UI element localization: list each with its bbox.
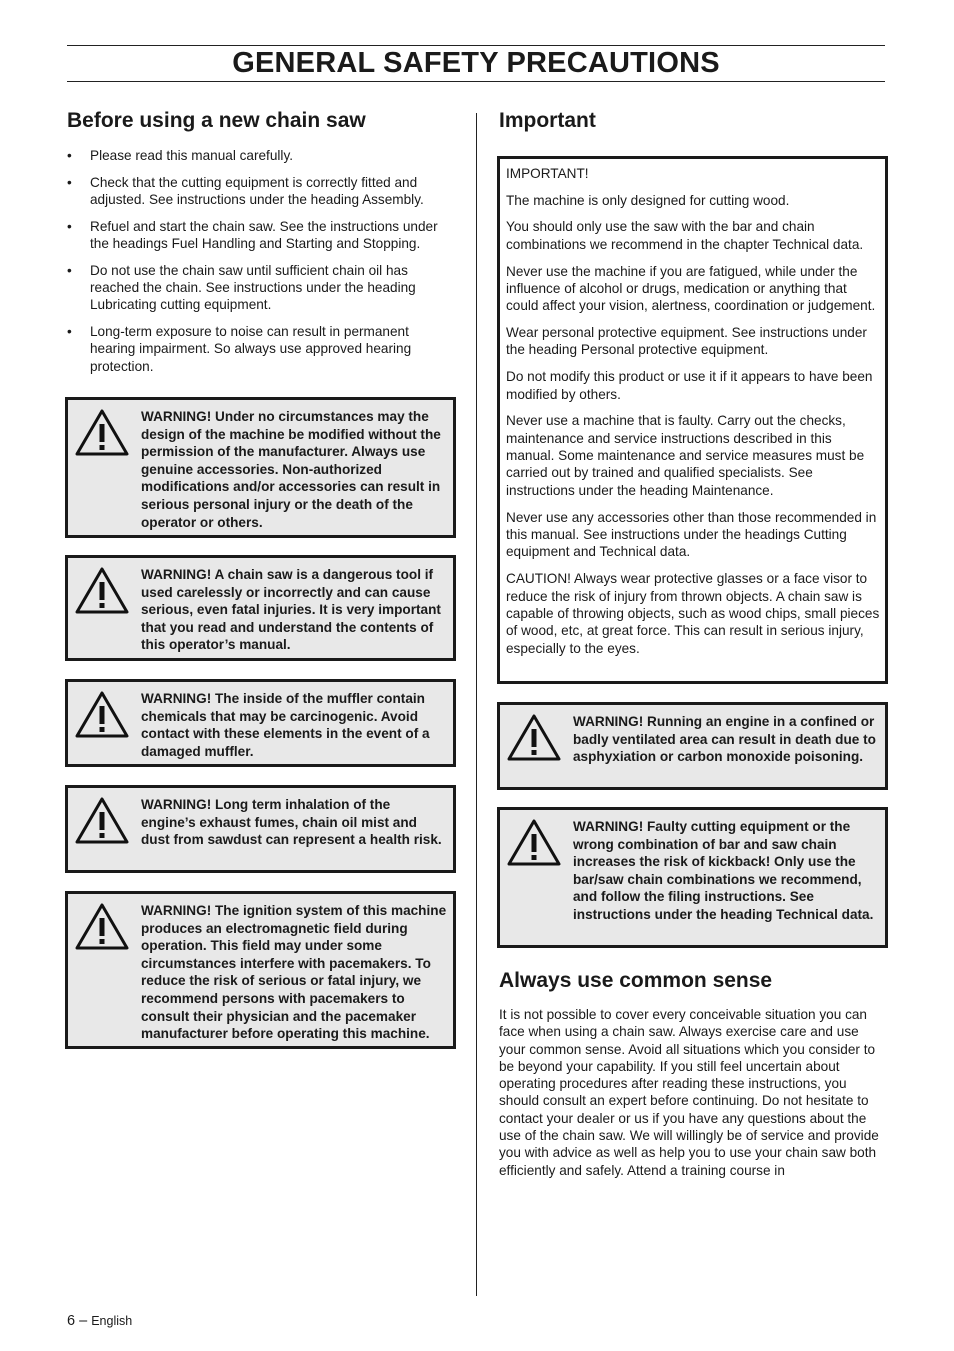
checklist [67, 147, 455, 384]
bullet-dot: • [67, 148, 72, 163]
important-paragraph: The machine is only designed for cutting wood. [506, 192, 790, 208]
warning-triangle-icon [74, 690, 130, 740]
important-paragraph: Wear personal protective equipment. See instructions under the heading Personal protective equipment. [506, 325, 867, 358]
warning-text: WARNING! A chain saw is a dangerous tool if used carelessly or incorrectly and can cause serious, even fatal injuries. It is very important that you read and understand the contents of this operator’s manual. [141, 567, 441, 653]
important-box [497, 156, 888, 684]
warning-box-muffler [65, 679, 456, 767]
warning-triangle-icon [74, 566, 130, 616]
heading-before-using: Before using a new chain saw [67, 109, 366, 132]
warning-text: WARNING! Long term inhalation of the engine’s exhaust fumes, chain oil mist and dust from sawdust can represent a health risk. [141, 797, 442, 848]
warning-triangle-icon [506, 713, 562, 763]
warning-text: WARNING! Under no circumstances may the design of the machine be modified without the permission of the manufacturer. Always use genuine accessories. Non-authorized modifications and/or accessories can result in serious personal injury or the death of the operator or others. [141, 409, 441, 530]
footer-language: English [91, 1314, 133, 1328]
warning-triangle-icon [74, 902, 130, 952]
page-footer [67, 1311, 132, 1331]
warning-box-kickback [497, 807, 888, 948]
important-paragraph: CAUTION! Always wear protective glasses or a face visor to reduce the risk of injury from thrown objects. A chain saw is capable of throwing objects, such as wood chips, small pieces of wood, etc, at great force. This can result in serious injury, especially to the eyes. [506, 571, 880, 656]
checklist-item: • Refuel and start the chain saw. See the instructions under the headings Fuel Handling and Starting and Stopping. [67, 218, 438, 251]
warning-triangle-icon [74, 796, 130, 846]
warning-box-ignition [65, 891, 456, 1049]
checklist-item: • Long-term exposure to noise can result in permanent hearing impairment. So always use approved hearing protection. [67, 323, 412, 374]
heading-important: Important [499, 109, 596, 132]
warning-text: WARNING! The ignition system of this machine produces an electromagnetic field during operation. This field may under some circumstances interfere with pacemakers. To reduce the risk of serious or fatal injury, we recommend persons with pacemakers to consult their physician and the pacemaker manufacturer before operating this machine. [141, 903, 447, 1042]
page-number: 6 – [67, 1313, 88, 1329]
important-paragraph: Do not modify this product or use it if it appears to have been modified by others. [506, 369, 873, 402]
warning-text: WARNING! The inside of the muffler contain chemicals that may be carcinogenic. Avoid contact with these elements in the event of a damaged muffler. [141, 691, 430, 759]
common-sense-paragraph: It is not possible to cover every conceivable situation you can face when using a chain saw. Always exercise care and use your common sense. Avoid all situations which you consider to be beyond your capability. If you still feel uncertain about operating procedures after reading these instructions, you should consult an expert before continuing. Do not hesitate to contact your dealer or us if you have any questions about the use of the chain saw. We will willingly be of service and provide you with advice as well as help you to use your chain saw both efficiently and safely. Attend a training course in [499, 1007, 879, 1178]
heading-common-sense: Always use common sense [499, 969, 773, 992]
bullet-dot: • [67, 218, 72, 234]
warning-box-dangerous-tool [65, 555, 456, 661]
bullet-dot: • [67, 262, 72, 278]
checklist-item: • Check that the cutting equipment is correctly fitted and adjusted. See instructions under the heading Assembly. [67, 174, 424, 207]
warning-box-modification [65, 397, 456, 538]
warning-box-confined-area [497, 702, 888, 790]
column-divider [476, 113, 477, 1296]
page-title: GENERAL SAFETY PRECAUTIONS [232, 47, 720, 79]
warning-text: WARNING! Running an engine in a confined or badly ventilated area can result in death due to asphyxiation or carbon monoxide poisoning. [573, 714, 876, 765]
important-paragraph: Never use a machine that is faulty. Carry out the checks, maintenance and service instructions described in this manual. Some maintenance and service measures must be carried out by trained and qualified specialists. See instructions under the heading Maintenance. [506, 413, 865, 498]
warning-triangle-icon [506, 818, 562, 868]
important-label: IMPORTANT! [506, 166, 589, 181]
title-underline [67, 81, 885, 82]
important-paragraph: You should only use the saw with the bar and chain combinations we recommend in the chapter Technical data. [506, 219, 864, 252]
important-paragraph: Never use any accessories other than those recommended in this manual. See instructions under the headings Cutting equipment and Technical data. [506, 509, 877, 560]
checklist-item: • Please read this manual carefully. [67, 148, 294, 163]
warning-triangle-icon [74, 408, 130, 458]
bullet-dot: • [67, 323, 72, 339]
warning-text: WARNING! Faulty cutting equipment or the wrong combination of bar and saw chain increases the risk of kickback! Only use the bar/saw chain combinations we recommend, and follow the filing instructions. See instructions under the heading Technical data. [573, 819, 874, 922]
important-paragraph: Never use the machine if you are fatigued, while under the influence of alcohol or drugs, medication or anything that could affect your vision, alertness, coordination or judgement. [506, 263, 876, 314]
warning-box-exhaust [65, 785, 456, 873]
checklist-item: • Do not use the chain saw until sufficient chain oil has reached the chain. See instructions under the heading Lubricating cutting equipment. [67, 262, 416, 313]
bullet-dot: • [67, 174, 72, 190]
